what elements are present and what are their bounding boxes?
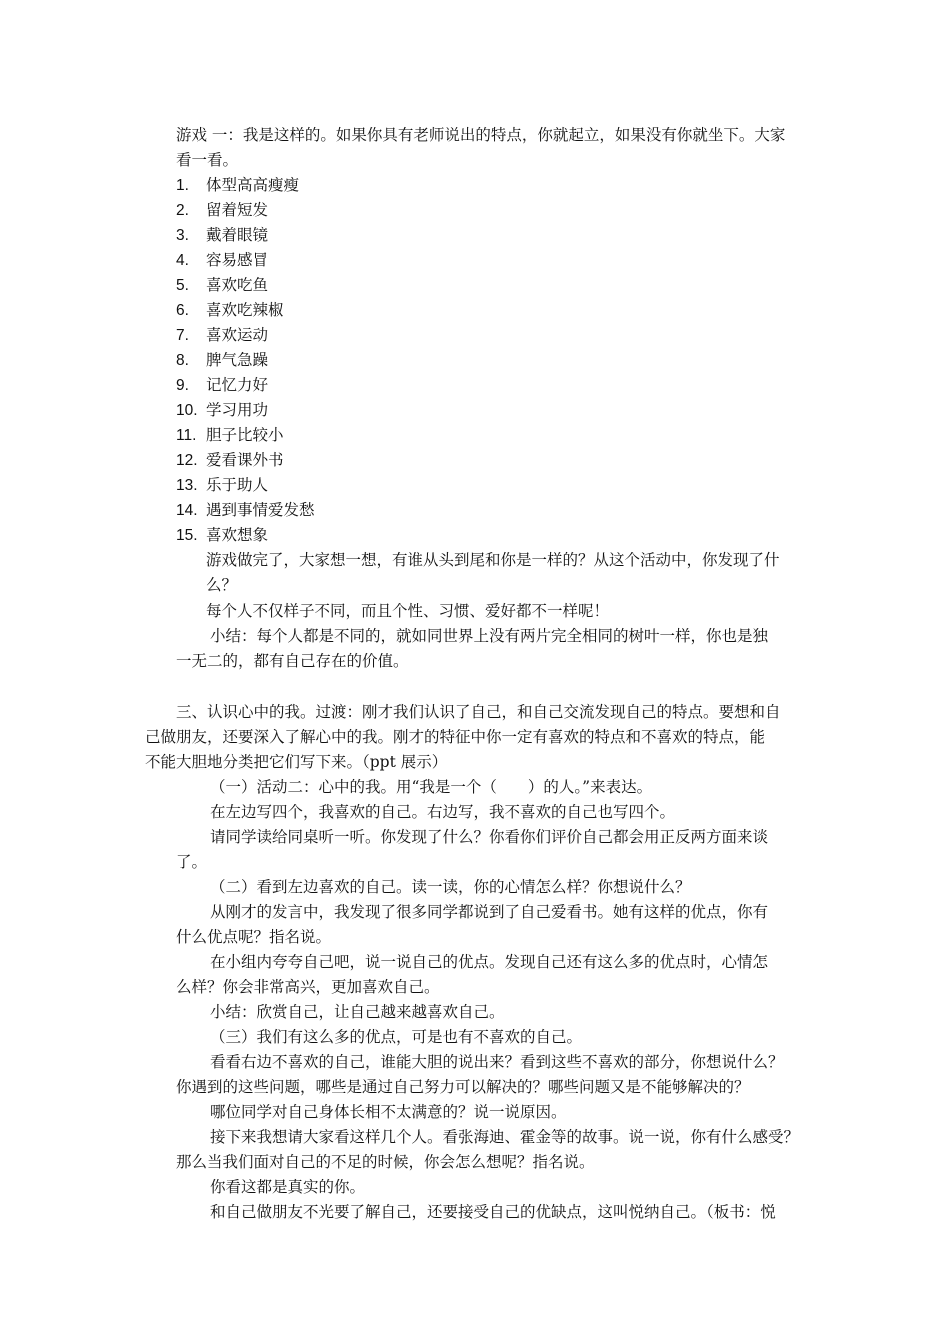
list-number: 9. [176,377,189,394]
stories-line1: 接下来我想请大家看这样几个人。看张海迪、霍金等的故事。说一说，你有什么感受？ [210,1128,800,1146]
list-number: 14. [176,502,198,519]
list-number: 12. [176,452,198,469]
list-text: 遇到事情爱发愁 [206,501,315,519]
game1-observation: 每个人不仅样子不同，而且个性、习惯、爱好都不一样呢！ [206,602,610,620]
game1-after-line1: 游戏做完了，大家想一想，有谁从头到尾和你是一样的？从这个活动中，你发现了什 [206,551,780,569]
list-number: 10. [176,402,198,419]
real-you: 你看这都是真实的你。 [210,1178,366,1196]
list-text: 喜欢运动 [206,326,269,344]
list-number: 4. [176,252,189,269]
game1-summary-line2: 一无二的，都有自己存在的价值。 [176,652,409,670]
list-text: 学习用功 [206,401,269,419]
appearance-question: 哪位同学对自己身体长相不太满意的？说一说原因。 [210,1103,567,1121]
game1-after-line2: 么？ [206,576,238,594]
part-three-line2: 你遇到的这些问题，哪些是通过自己努力可以解决的？哪些问题又是不能够解决的？ [176,1078,750,1096]
list-text: 胆子比较小 [206,426,284,444]
game1-intro-line1: 游戏 一：我是这样的。如果你具有老师说出的特点，你就起立，如果没有你就坐下。大家 [176,126,786,144]
game1-summary-line1: 小结：每个人都是不同的，就如同世界上没有两片完全相同的树叶一样，你也是独 [210,627,769,645]
list-number: 8. [176,352,189,369]
list-number: 15. [176,527,198,544]
part-three-heading: （三）我们有这么多的优点，可是也有不喜欢的自己。 [210,1028,583,1046]
part-two-heading: （二）看到左边喜欢的自己。读一读，你的心情怎么样？你想说什么？ [210,878,691,896]
list-number: 11. [176,427,197,444]
list-number: 5. [176,277,189,294]
list-text: 戴着眼镜 [206,226,269,244]
list-number: 7. [176,327,189,344]
list-text: 喜欢吃鱼 [206,276,269,294]
list-text: 容易感冒 [206,251,269,269]
praise-line2: 么样？你会非常高兴，更加喜欢自己。 [176,978,440,996]
section3-line3: 不能大胆地分类把它们写下来。（ppt 展示） [145,753,448,771]
part-two-line1: 从刚才的发言中，我发现了很多同学都说到了自己爱看书。她有这样的优点，你有 [210,903,769,921]
stories-line2: 那么当我们面对自己的不足的时候，你会怎么想呢？指名说。 [176,1153,595,1171]
list-text: 爱看课外书 [206,451,284,469]
praise-line1: 在小组内夸夸自己吧，说一说自己的优点。发现自己还有这么多的优点时，心情怎 [210,953,769,971]
game1-intro-line2: 看一看。 [176,151,239,169]
part-three-line1: 看看右边不喜欢的自己，谁能大胆的说出来？看到这些不喜欢的部分，你想说什么？ [210,1053,784,1071]
list-text: 留着短发 [206,201,269,219]
summary-two: 小结：欣赏自己，让自己越来越喜欢自己。 [210,1003,505,1021]
section3-line2: 己做朋友，还要深入了解心中的我。刚才的特征中你一定有喜欢的特点和不喜欢的特点，能 [145,728,766,746]
list-text: 记忆力好 [206,376,269,394]
activity-two-heading: （一）活动二：心中的我。用“我是一个（ ）的人。”来表达。 [210,778,653,796]
activity-two-instruction: 在左边写四个，我喜欢的自己。右边写，我不喜欢的自己也写四个。 [210,803,676,821]
share-line2: 了。 [176,853,208,871]
list-text: 体型高高瘦瘦 [206,176,300,194]
list-number: 2. [176,202,189,219]
list-text: 乐于助人 [206,476,269,494]
list-text: 脾气急躁 [206,351,269,369]
list-text: 喜欢想象 [206,526,269,544]
list-number: 3. [176,227,189,244]
share-line1: 请同学读给同桌听一听。你发现了什么？你看你们评价自己都会用正反两方面来谈 [210,828,769,846]
list-number: 13. [176,477,198,494]
accept-yourself: 和自己做朋友不光要了解自己，还要接受自己的优缺点，这叫悦纳自己。（板书：悦 [210,1203,776,1221]
list-number: 1. [176,177,189,194]
list-number: 6. [176,302,189,319]
part-two-line2: 什么优点呢？指名说。 [176,928,332,946]
section3-line1: 三、认识心中的我。过渡：刚才我们认识了自己，和自己交流发现自己的特点。要想和自 [176,703,781,721]
list-text: 喜欢吃辣椒 [206,301,284,319]
